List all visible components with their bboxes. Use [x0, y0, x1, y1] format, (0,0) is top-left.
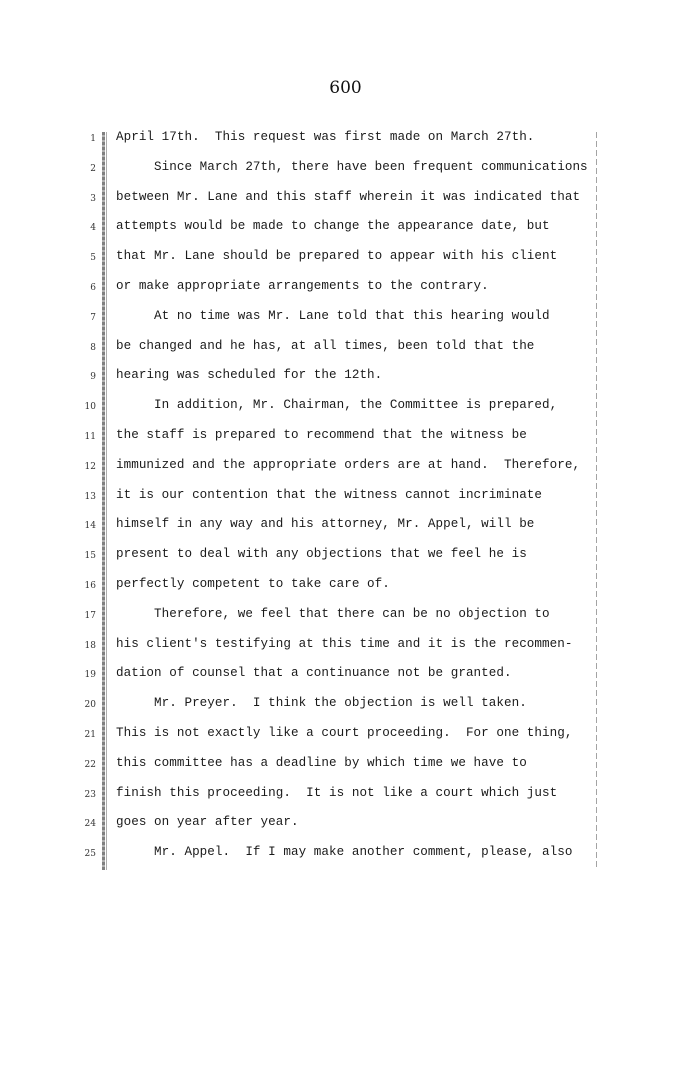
line-number: 5	[90, 253, 96, 264]
line-number: 23	[84, 789, 96, 800]
line-number: 1	[90, 134, 96, 144]
left-margin-rule	[102, 132, 105, 870]
line-number: 3	[90, 193, 96, 204]
line-number: 18	[84, 640, 96, 651]
line-number: 20	[84, 700, 96, 711]
line-number: 17	[84, 610, 96, 621]
line-number: 15	[84, 551, 96, 562]
transcript-line: Since March 27th, there have been frequent communications	[116, 159, 588, 174]
line-number: 4	[90, 223, 96, 234]
line-number: 14	[84, 521, 96, 532]
transcript-line: the staff is prepared to recommend that the witness be	[116, 428, 527, 442]
transcript-line: At no time was Mr. Lane told that this hearing would	[116, 308, 550, 323]
line-number: 22	[84, 759, 96, 770]
transcript-line: present to deal with any objections that we feel he is	[116, 547, 527, 562]
transcript-line: Mr. Preyer. I think the objection is well taken.	[116, 696, 527, 711]
line-number: 12	[84, 461, 96, 472]
transcript-line: himself in any way and his attorney, Mr. Appel, will be	[116, 517, 535, 532]
page-number: 600	[329, 78, 362, 98]
transcript-line: his client's testifying at this time and it is the recommen-	[116, 636, 573, 651]
transcript-line: or make appropriate arrangements to the contrary.	[116, 279, 489, 293]
line-number: 9	[90, 372, 96, 383]
line-number: 21	[84, 730, 96, 740]
transcript-line: perfectly competent to take care of.	[116, 577, 390, 591]
line-number: 11	[84, 432, 96, 442]
transcript-line: be changed and he has, at all times, been told that the	[116, 338, 535, 353]
line-number: 10	[84, 402, 96, 413]
line-number: 16	[84, 581, 96, 591]
line-number: 19	[84, 670, 96, 681]
transcript-line: finish this proceeding. It is not like a court which just	[116, 785, 558, 800]
line-number: 25	[84, 849, 96, 860]
left-margin-rule-inner	[106, 132, 107, 870]
transcript-line: attempts would be made to change the appearance date, but	[116, 219, 550, 234]
line-number: 24	[84, 819, 96, 830]
transcript-line: Mr. Appel. If I may make another comment, please, also	[116, 845, 573, 860]
transcript-line: that Mr. Lane should be prepared to appear with his client	[116, 249, 558, 264]
transcript-line: this committee has a deadline by which time we have to	[116, 755, 527, 770]
transcript-line: April 17th. This request was first made on March 27th.	[116, 130, 535, 144]
line-number: 6	[90, 283, 96, 293]
line-number: 7	[90, 312, 96, 323]
transcript-line: between Mr. Lane and this staff wherein it was indicated that	[116, 189, 581, 204]
line-number: 8	[90, 342, 96, 353]
transcript-line: it is our contention that the witness cannot incriminate	[116, 487, 543, 502]
transcript-line: dation of counsel that a continuance not be granted.	[116, 666, 512, 681]
transcript-line: This is not exactly like a court proceeding. For one thing,	[116, 726, 573, 740]
right-margin-rule	[596, 132, 597, 870]
transcript-line: In addition, Mr. Chairman, the Committee is prepared,	[116, 398, 558, 413]
transcript-line: immunized and the appropriate orders are at hand. Therefore,	[116, 457, 581, 472]
line-number: 13	[84, 491, 96, 502]
transcript-line: goes on year after year.	[116, 815, 299, 830]
transcript-line: hearing was scheduled for the 12th.	[116, 368, 383, 383]
transcript-line: Therefore, we feel that there can be no objection to	[116, 606, 550, 621]
line-number: 2	[90, 163, 96, 174]
